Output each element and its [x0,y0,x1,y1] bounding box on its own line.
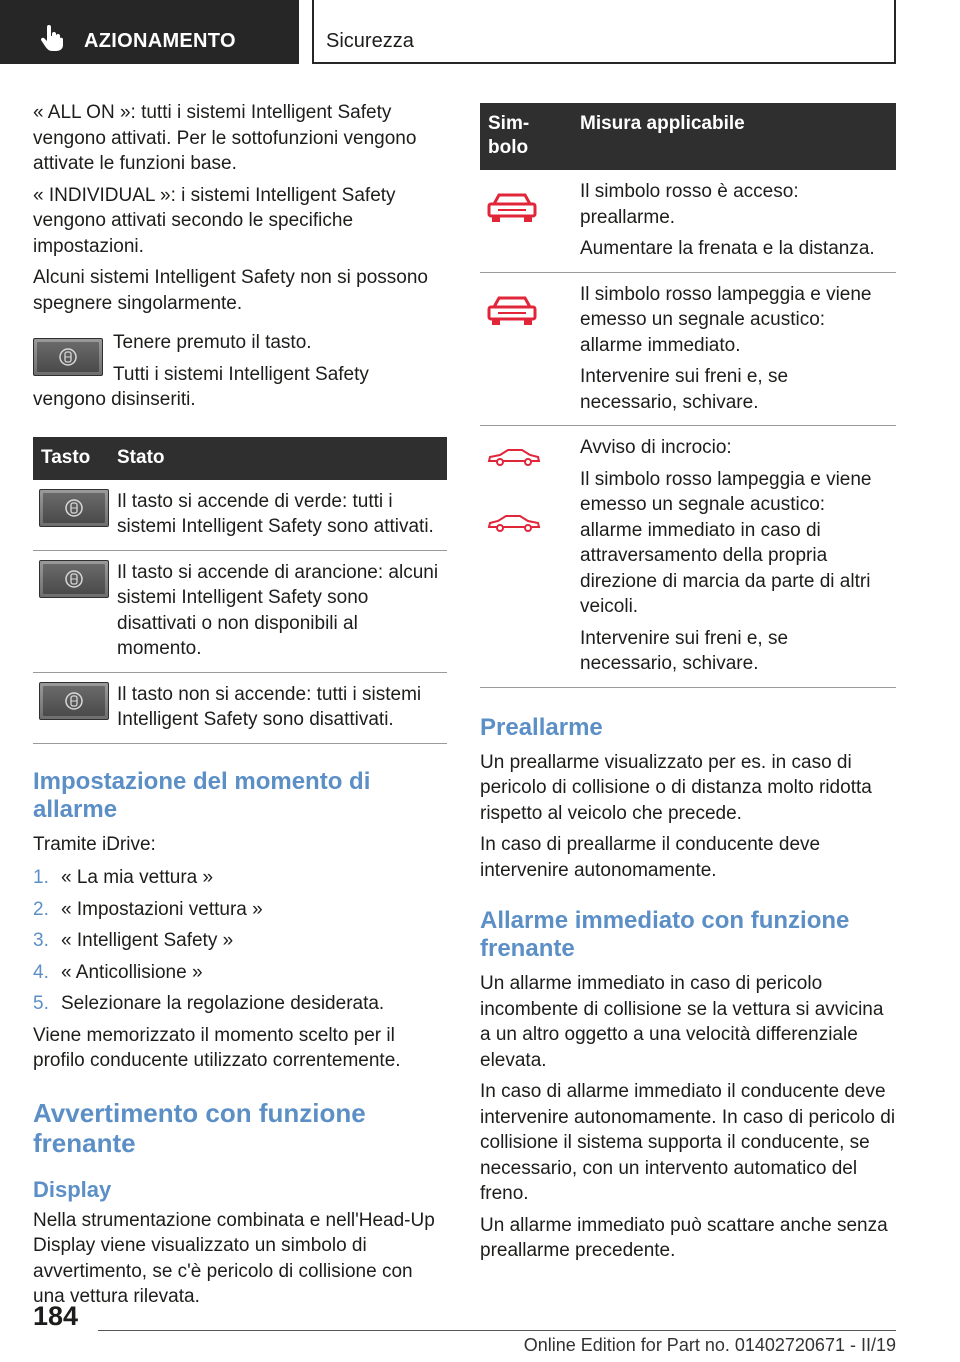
table-row [33,550,447,672]
table-header: Misura applicabile [572,103,896,170]
intelligent-safety-button-icon [39,682,109,720]
chapter-tab [312,0,896,64]
table-header: Sim-bolo [480,103,572,170]
page-number: 184 [33,1301,79,1331]
table-cell: Aumentare la frenata e la distanza. [580,238,875,259]
table-cell: Avviso di incrocio: [580,437,732,458]
intelligent-safety-button-icon [39,489,109,527]
table-cell: Intervenire sui freni e, se necessario, schivare. [580,627,789,674]
car-side-warning-icon [486,514,542,532]
paragraph: Un preallarme visualizzato per es. in caso di pericolo di collisione o di distanza molto ridotta rispetto al veicolo che precede. [480,751,872,824]
table-row [33,480,447,551]
symbol-table [480,103,896,688]
section-heading: Avvertimento con funzione frenante [33,1097,366,1158]
paragraph: Nella strumentazione combinata e nell'Head-Up Display viene visualizzato un simbolo di avvertimento, se c'è pericolo di collisione con una vettura rilevata. [33,1209,435,1307]
table-cell: Il simbolo rosso è acceso: preallarme. [580,181,799,228]
list-item: 1. « La mia vettura » [33,867,214,888]
table-row [480,272,896,426]
footer-divider [98,1330,896,1331]
section-heading: Preallarme [480,713,603,741]
car-side-warning-icon [486,448,542,466]
subsection-heading: Display [33,1176,112,1202]
table-row [33,672,447,743]
table-row [480,426,896,688]
list-item: 3. « Intelligent Safety » [33,930,234,951]
table-cell: Il simbolo rosso lampeggia e viene emesso un segnale acustico: allarme immediato in caso di attraversamento della propria direzione di marcia da parte di altri veicoli. [580,468,872,617]
button-status-table [33,437,447,744]
chapter-title: Sicurezza [326,30,414,52]
hand-pointer-icon [40,25,64,51]
table-cell: Il simbolo rosso lampeggia e viene emesso un segnale acustico: allarme immediato. [580,283,872,356]
list-item: 4. « Anticollisione » [33,961,203,983]
paragraph: Un allarme immediato in caso di pericolo incombente di collisione se la vettura si avvicina a un altro oggetto a una velocità differenziale elevata. [480,973,884,1071]
section-title: AZIONAMENTO [84,30,236,52]
key-result-text: Tutti i sistemi Intelligent Safety vengono disinseriti. [33,363,369,410]
paragraph: Viene memorizzato il momento scelto per il profilo conducente utilizzato correntemente. [33,1024,401,1071]
section-heading: Impostazione del momento di allarme [33,767,371,823]
key-hold-text: Tenere premuto il tasto. [113,332,312,353]
table-cell: Il tasto si accende di arancione: alcuni sistemi Intelligent Safety sono disattivati o non disponibili al momento. [109,550,447,672]
table-row [480,170,896,272]
right-column [480,103,896,1270]
paragraph: Tramite iDrive: [33,833,156,855]
intelligent-safety-button-icon [33,338,103,376]
left-column [33,100,447,1316]
key-instruction [33,330,447,419]
list-item: 5. Selezionare la regolazione desiderata. [33,993,385,1014]
paragraph: Un allarme immediato può scattare anche senza preallarme precedente. [480,1214,888,1261]
table-cell: Il tasto si accende di verde: tutti i sistemi Intelligent Safety sono attivati. [109,480,447,551]
table-cell: Il tasto non si accende: tutti i sistemi Intelligent Safety sono disattivati. [109,672,447,743]
table-header: Stato [109,437,447,480]
list-item: 2. « Impostazioni vettura » [33,898,263,920]
edition-text: Online Edition for Part no. 01402720671 - II/19 [523,1335,896,1355]
steps-list [33,865,447,1017]
intelligent-safety-button-icon [39,560,109,598]
paragraph: Alcuni sistemi Intelligent Safety non si possono spegnere singolarmente. [33,267,428,314]
section-heading: Allarme immediato con funzione frenante [480,907,850,962]
paragraph: « ALL ON »: tutti i sistemi Intelligent Safety vengono attivati. Per le sottofunzioni vengono attivate le funzioni base. [33,102,417,174]
car-front-warning-icon [486,192,538,224]
car-front-warning-icon [486,295,538,327]
paragraph: In caso di preallarme il conducente deve intervenire autonomamente. [480,834,821,881]
table-header: Tasto [33,437,109,480]
section-tab [0,0,299,64]
paragraph: « INDIVIDUAL »: i sistemi Intelligent Safety vengono attivati secondo le specifiche impostazioni. [33,184,396,257]
table-cell: Intervenire sui freni e, se necessario, schivare. [580,366,789,413]
paragraph: In caso di allarme immediato il conducente deve intervenire autonomamente. In caso di pericolo di collisione il sistema supporta il conducente, se necessario, con un intervento automatico del freno. [480,1081,896,1204]
